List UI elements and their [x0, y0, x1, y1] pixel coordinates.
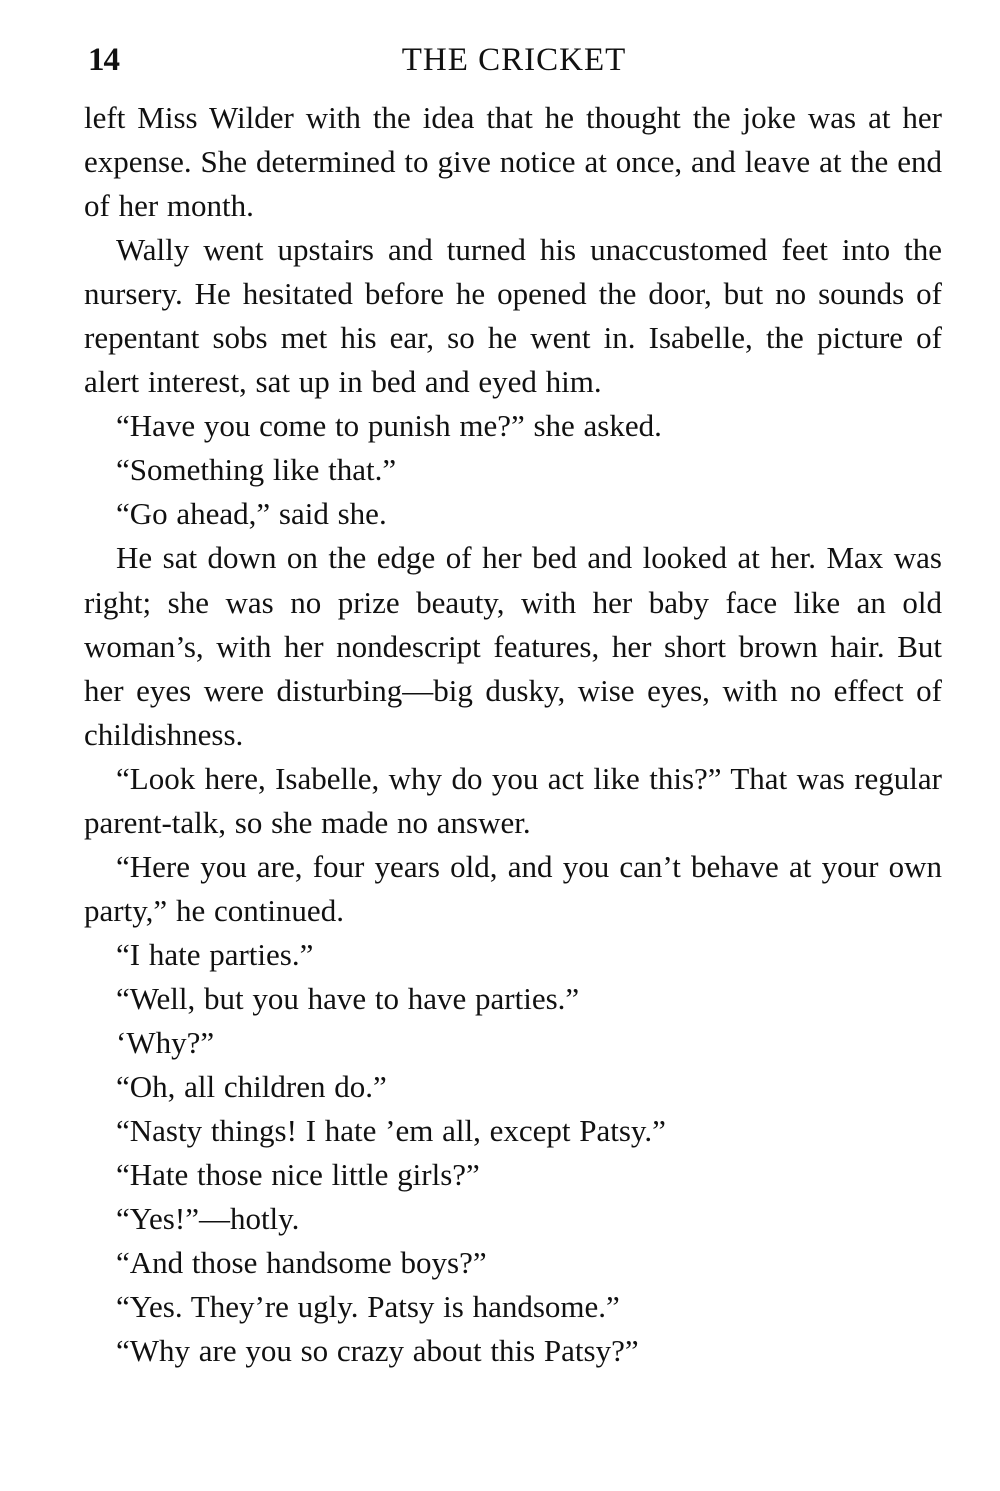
dialogue-line: ‘Why?” [116, 1024, 215, 1060]
dialogue-line: “Yes!”—hotly. [116, 1201, 300, 1237]
paragraph: left Miss Wilder with the idea that he thought the joke was at her expense. She determined to give notice at once, and leave at the end of her month. [84, 100, 942, 224]
running-title: THE CRICKET [401, 42, 627, 78]
dialogue-line: “Oh, all children do.” [116, 1069, 387, 1105]
dialogue-line: “Why are you so crazy about this Patsy?” [116, 1333, 639, 1369]
running-head [88, 42, 940, 82]
dialogue-line: “Something like that.” [116, 452, 397, 488]
body-text [84, 96, 942, 1373]
dialogue-line: “Well, but you have to have parties.” [116, 980, 580, 1016]
dialogue-line: “Go ahead,” said she. [116, 496, 387, 532]
paragraph: “Look here, Isabelle, why do you act like this?” That was regular parent-talk, so she made no answer. [84, 760, 942, 840]
dialogue-line: “I hate parties.” [116, 936, 314, 972]
dialogue-line: “Nasty things! I hate ’em all, except Patsy.” [116, 1113, 666, 1149]
page-number: 14 [88, 42, 119, 78]
dialogue-line: “Have you come to punish me?” she asked. [116, 408, 662, 444]
dialogue-line: “Hate those nice little girls?” [116, 1157, 480, 1193]
paragraph: Wally went upstairs and turned his unaccustomed feet into the nursery. He hesitated before he opened the door, but no sounds of repentant sobs met his ear, so he went in. Isabelle, the picture of alert interest, sat up in bed and eyed him. [84, 232, 942, 400]
dialogue-line: “Yes. They’re ugly. Patsy is handsome.” [116, 1289, 620, 1325]
paragraph: “Here you are, four years old, and you can’t behave at your own party,” he continued. [84, 848, 942, 928]
dialogue-line: “And those handsome boys?” [116, 1245, 487, 1281]
paragraph: He sat down on the edge of her bed and looked at her. Max was right; she was no prize beauty, with her baby face like an old woman’s, with her nondescript features, her short brown hair. But her eyes were disturbing—big dusky, wise eyes, with no effect of childishness. [84, 540, 942, 752]
